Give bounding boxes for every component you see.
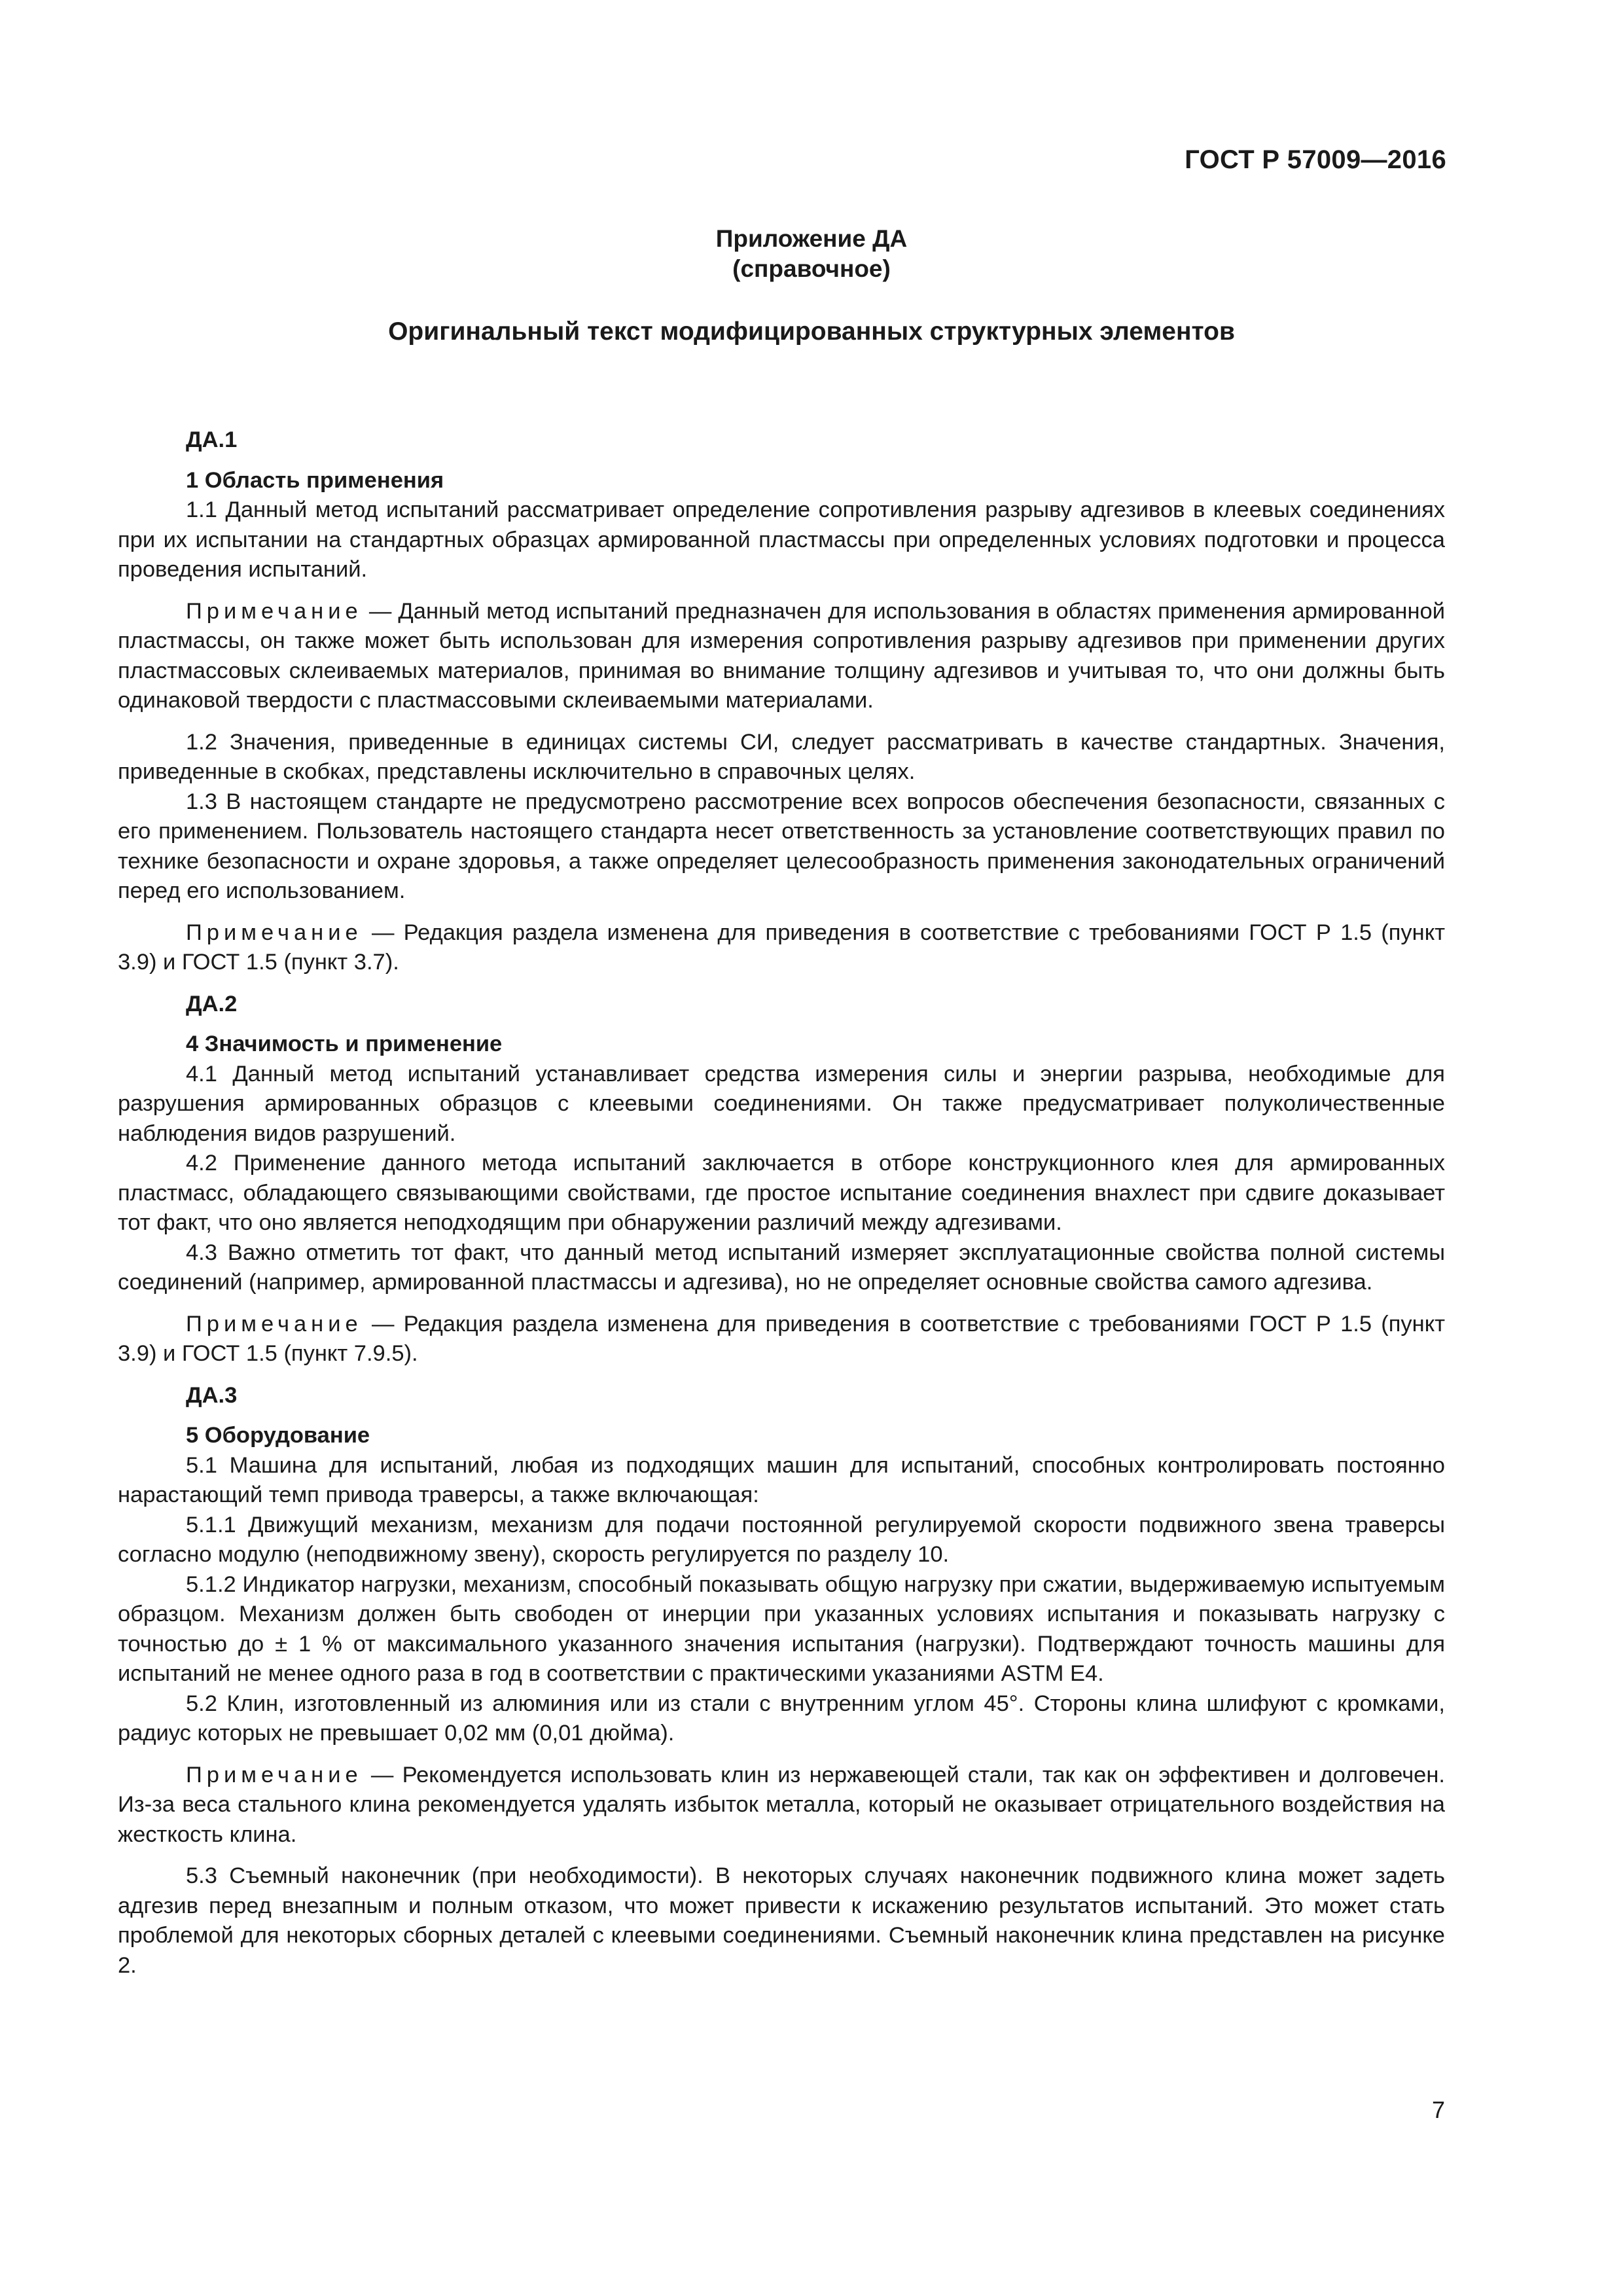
paragraph: 4.3 Важно отметить тот факт, что данный метод испытаний измеряет эксплуатационные свойства полной системы соединений (например, армированной пластмассы и адгезива), но не определяет основные свойства самого адгезива. xyxy=(118,1240,1445,1295)
section-heading: 5 Оборудование xyxy=(186,1423,370,1448)
appendix-kind: (справочное) xyxy=(732,255,891,282)
paragraph: 1.1 Данный метод испытаний рассматривает определение сопротивления разрыву адгезивов в клеевых соединениях при их испытании на стандартных образцах армированной пластмассы при определенных условиях подготовки и процесса проведения испытаний. xyxy=(118,497,1445,582)
note-label: Примечание xyxy=(186,1311,363,1336)
paragraph: 5.1 Машина для испытаний, любая из подходящих машин для испытаний, способных контролировать постоянно нарастающий темп привода траверсы, а также включающая: xyxy=(118,1452,1445,1507)
paragraph: 4.1 Данный метод испытаний устанавливает средства измерения силы и энергии разрыва, необходимые для разрушения армированных образцов с клеевыми соединениями. Он также предусматривает полуколичественные наблюдения видов разрушений. xyxy=(118,1061,1445,1146)
note-text: — Данный метод испытаний предназначен для использования в областях применения армированной пластмассы, он также может быть использован для измерения сопротивления разрыву адгезивов при применении других пластмассовых склеиваемых материалов, принимая во внимание толщину адгезивов и учитывая то, что они должны быть одинаковой твердости с пластмассовыми склеиваемыми материалами. xyxy=(118,598,1445,713)
paragraph: 5.1.2 Индикатор нагрузки, механизм, способный показывать общую нагрузку при сжатии, выдерживаемую испытуемым образцом. Механизм должен быть свободен от инерции при указанных условиях испытания и показывать нагрузку с точностью до ± 1 % от максимального указанного значения испытания (нагрузки). Подтверждают точность машины для испытаний не менее одного раза в год в соответствии с практическими указаниями ASTM E4. xyxy=(118,1571,1445,1686)
paragraph: 1.3 В настоящем стандарте не предусмотрено рассмотрение всех вопросов обеспечения безопасности, связанных с его применением. Пользователь настоящего стандарта несет ответственность за установление соответствующих правил по технике безопасности и охране здоровья, а также определяет целесообразность применения законодательных ограничений перед его использованием. xyxy=(118,789,1445,903)
note-label: Примечание xyxy=(186,598,363,624)
section-id: ДА.3 xyxy=(186,1382,238,1408)
note-text: — Редакция раздела изменена для приведения в соответствие с требованиями ГОСТ Р 1.5 (пункт 3.9) и ГОСТ 1.5 (пункт 7.9.5). xyxy=(118,1311,1446,1366)
note-label: Примечание xyxy=(186,1762,363,1787)
section-heading: 4 Значимость и применение xyxy=(186,1031,503,1056)
appendix-heading xyxy=(0,224,1623,284)
paragraph: 4.2 Применение данного метода испытаний заключается в отборе конструкционного клея для армированных пластмасс, обладающего связывающими свойствами, где простое испытание соединения внахлест при сдвиге доказывает тот факт, что оно является неподходящим при обнаружении различий между адгезивами. xyxy=(118,1151,1445,1235)
note-text: — Редакция раздела изменена для приведения в соответствие с требованиями ГОСТ Р 1.5 (пункт 3.9) и ГОСТ 1.5 (пункт 3.7). xyxy=(118,920,1446,975)
note xyxy=(118,918,1445,978)
section-id: ДА.1 xyxy=(186,427,238,452)
note xyxy=(118,1761,1445,1850)
section-id: ДА.2 xyxy=(186,991,238,1016)
paragraph: 5.3 Съемный наконечник (при необходимости). В некоторых случаях наконечник подвижного клина может задеть адгезив перед внезапным и полным отказом, что может привести к искажению результатов испытаний. Это может стать проблемой для некоторых сборных деталей с клеевыми соединениями. Съемный наконечник клина представлен на рисунке 2. xyxy=(118,1863,1445,1978)
page-number: 7 xyxy=(1431,2096,1445,2123)
paragraph: 5.1.1 Движущий механизм, механизм для подачи постоянной регулируемой скорости подвижного звена траверсы согласно модулю (неподвижному звену), скорость регулируется по разделу 10. xyxy=(118,1512,1445,1567)
paragraph: 1.2 Значения, приведенные в единицах системы СИ, следует рассматривать в качестве стандартных. Значения, приведенные в скобках, представлены исключительно в справочных целях. xyxy=(118,729,1445,784)
note-label: Примечание xyxy=(186,920,363,945)
document-code: ГОСТ Р 57009—2016 xyxy=(1185,145,1446,174)
paragraph: 5.2 Клин, изготовленный из алюминия или из стали с внутренним углом 45°. Стороны клина шлифуют с кромками, радиус которых не превышает 0,02 мм (0,01 дюйма). xyxy=(118,1691,1445,1746)
note xyxy=(118,597,1445,716)
note xyxy=(118,1310,1445,1369)
document-body xyxy=(118,425,1445,1981)
document-title: Оригинальный текст модифицированных структурных элементов xyxy=(388,317,1235,346)
note-text: — Рекомендуется использовать клин из нержавеющей стали, так как он эффективен и долговечен. Из-за веса стального клина рекомендуется удалять избыток металла, который не оказывает отрицательного воздействия на жесткость клина. xyxy=(118,1762,1445,1847)
appendix-title: Приложение ДА xyxy=(715,225,908,252)
section-heading: 1 Область применения xyxy=(186,467,444,493)
